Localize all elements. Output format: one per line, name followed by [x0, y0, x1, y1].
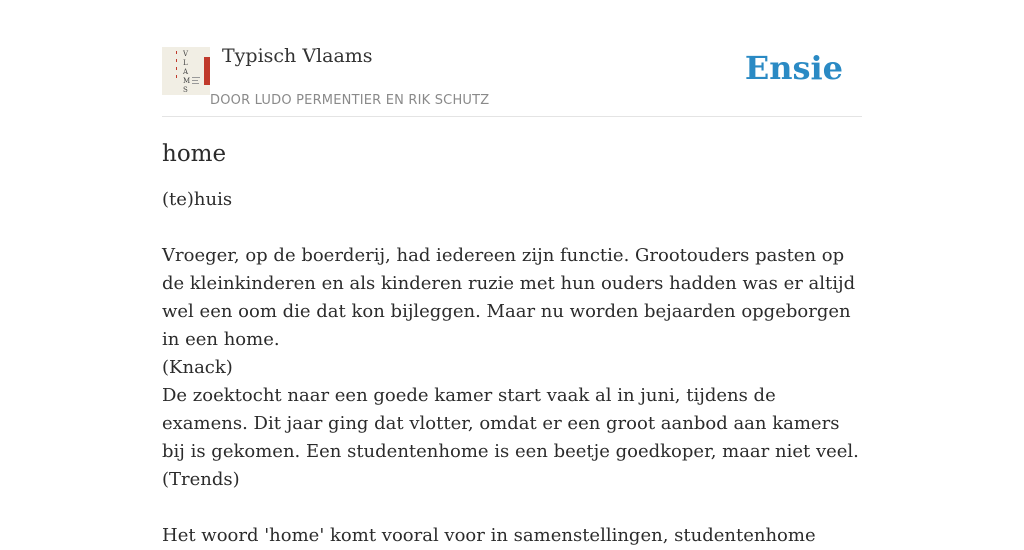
svg-text:A: A	[183, 68, 189, 76]
book-authors: DOOR LUDO PERMENTIER EN RIK SCHUTZ	[210, 93, 490, 108]
entry-content	[162, 136, 862, 550]
usage-note: Het woord 'home' komt vooral voor in samenstellingen, studentenhome	[162, 525, 816, 546]
example-source: (Knack)	[162, 357, 233, 378]
example-source: (Trends)	[162, 469, 240, 490]
example-paragraph: Vroeger, op de boerderij, had iedereen zijn functie. Grootouders pasten op de kleinkinderen en als kinderen ruzie met hun ouders hadden was er altijd wel een oom die dat kon bijleggen. Maar nu worden bejaarden opgeborgen in een home.	[162, 245, 856, 350]
paragraph-spacer	[162, 494, 862, 522]
example-paragraph: De zoektocht naar een goede kamer start vaak al in juni, tijdens de examens. Dit jaar ging dat vlotter, omdat er een groot aanbod aan kamers bij is gekomen. Een studentenhome is een beetje goedkoper, maar niet veel.	[162, 385, 859, 462]
svg-text:L: L	[183, 59, 188, 67]
ensie-logo-link[interactable]: Ensie	[744, 49, 843, 87]
entry-term: home	[162, 141, 227, 167]
entry-header	[162, 0, 862, 117]
typisch-vlaams-book-cover-icon[interactable]	[162, 47, 210, 95]
entry-translation: (te)huis	[162, 189, 233, 210]
svg-text:M: M	[183, 77, 191, 85]
book-title[interactable]: Typisch Vlaams	[222, 45, 373, 67]
svg-text:V: V	[183, 50, 189, 58]
paragraph-spacer	[162, 214, 862, 242]
svg-text:S: S	[183, 86, 188, 94]
